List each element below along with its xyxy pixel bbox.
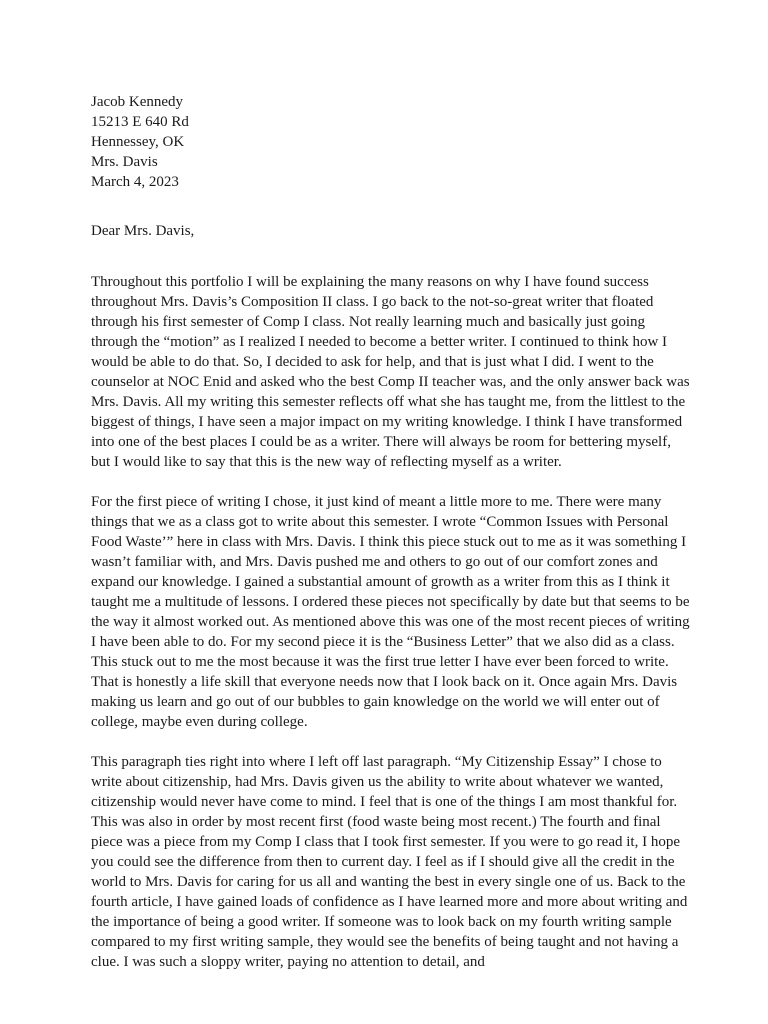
sender-name: Jacob Kennedy: [91, 94, 184, 110]
letter-date: March 4, 2023: [91, 174, 179, 190]
recipient-name: Mrs. Davis: [91, 154, 158, 170]
paragraph-1: Throughout this portfolio I will be explaining the many reasons on why I have found success throughout Mrs. Davis’s Composition II class. I go back to the not-so-great writer that floated through his first semester of Comp I class. Not really learning much and basically just going through the “motion” as I realized I needed to become a better writer. I continued to think how I would be able to do that. So, I decided to ask for help, and that is just what I did. I went to the counselor at NOC Enid and asked who the best Comp II teacher was, and the only answer back was Mrs. Davis. All my writing this semester reflects off what she has taught me, from the littlest to the biggest of things, I have seen a major impact on my writing knowledge. I think I have transformed into one of the best places I could be as a writer. There will always be room for bettering myself, but I would like to say that this is the new way of reflecting myself as a writer.: [91, 274, 690, 470]
sender-address: 15213 E 640 Rd: [91, 114, 189, 130]
paragraph-3: This paragraph ties right into where I left off last paragraph. “My Citizenship Essay” I chose to write about citizenship, had Mrs. Davis given us the ability to write about whatever we wanted, citizenship would never have come to mind. I feel that is one of the things I am most thankful for. This was also in order by most recent first (food waste being most recent.) The fourth and final piece was a piece from my Comp I class that I took first semester. If you were to go read it, I hope you could see the difference from then to current day. I feel as if I should give all the credit in the world to Mrs. Davis for caring for us all and wanting the best in every single one of us. Back to the fourth article, I have gained loads of confidence as I have learned more and more about writing and the importance of being a good writer. If someone was to look back on my fourth writing sample compared to my first writing sample, they would see the benefits of being taught and not having a clue. I was such a sloppy writer, paying no attention to detail, and: [91, 754, 688, 970]
sender-block: [91, 92, 691, 192]
letter-body: [91, 92, 691, 972]
paragraph-2: For the first piece of writing I chose, it just kind of meant a little more to me. There were many things that we as a class got to write about this semester. I wrote “Common Issues with Personal Food Waste’” here in class with Mrs. Davis. I think this piece stuck out to me as it was something I wasn’t familiar with, and Mrs. Davis pushed me and others to go out of our comfort zones and expand our knowledge. I gained a substantial amount of growth as a writer from this as I think it taught me a multitude of lessons. I ordered these pieces not specifically by date but that seems to be the way it almost worked out. As mentioned above this was one of the most recent pieces of writing I have been able to do. For my second piece it is the “Business Letter” that we also did as a class. This stuck out to me the most because it was the first true letter I have ever been forced to write. That is honestly a life skill that everyone needs now that I look back on it. Once again Mrs. Davis making us learn and go out of our bubbles to gain knowledge on the world we will enter out of college, maybe even during college.: [91, 494, 690, 730]
salutation: Dear Mrs. Davis,: [91, 223, 195, 239]
sender-city: Hennessey, OK: [91, 134, 185, 150]
